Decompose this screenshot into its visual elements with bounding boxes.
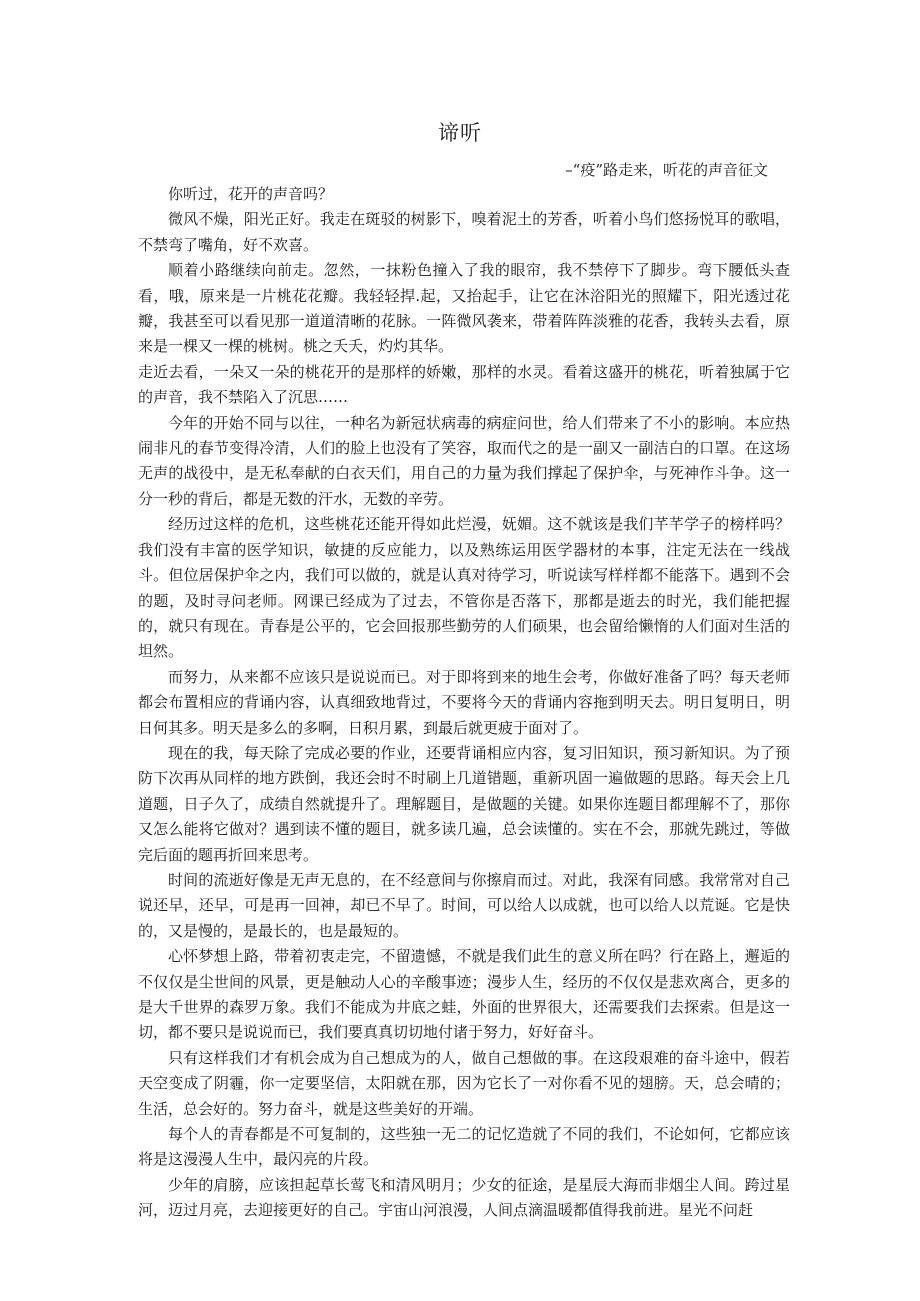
paragraph: 今年的开始不同与以往，一种名为新冠状病毒的病症问世，给人们带来了不小的影响。本应热闹非凡的春节变得冷清，人们的脸上也没有了笑容，取而代之的是一副又一副洁白的口罩。在这场无声的战役中，是无私奉献的白衣天们，用自己的力量为我们撑起了保护伞，与死神作斗争。这一分一秒的背后，都是无数的汗水，无数的辛劳。 <box>138 413 790 508</box>
document-subtitle: –“疫”路走来，听花的声音征文 <box>565 161 768 179</box>
paragraph: 心怀梦想上路，带着初衷走完，不留遗憾，不就是我们此生的意义所在吗？行在路上，邂逅的不仅仅是尘世间的风景，更是触动人心的辛酸事迹；漫步人生，经历的不仅仅是悲欢离合，更多的是大千世界的森罗万象。我们不能成为井底之蛙，外面的世界很大，还需要我们去探索。但是这一切，都不要只是说说而已，我们要真真切切地付诸于努力，好好奋斗。 <box>138 947 790 1042</box>
paragraph: 走近去看，一朵又一朵的桃花开的是那样的娇嫩，那样的水灵。看着这盛开的桃花，听着独属于它的声音，我不禁陷入了沉思…… <box>138 362 790 407</box>
document-body <box>138 182 790 1224</box>
paragraph: 每个人的青春都是不可复制的，这些独一无二的记忆造就了不同的我们，不论如何，它都应该将是这漫漫人生中，最闪亮的片段。 <box>138 1125 790 1169</box>
paragraph: 经历过这样的危机，这些桃花还能开得如此烂漫，妩媚。这不就该是我们芊芊学子的榜样吗？我们没有丰富的医学知识，敏捷的反应能力，以及熟练运用医学器材的本事，注定无法在一线战斗。但位居保护伞之内，我们可以做的，就是认真对待学习，听说读写样样都不能落下。遇到不会的题，及时寻问老师。网课已经成为了过去，不管你是否落下，那都是逝去的时光，我们能把握的，就只有现在。青春是公平的，它会回报那些勤劳的人们硕果，也会留给懒惰的人们面对生活的坦然。 <box>138 515 790 661</box>
paragraph: 时间的流逝好像是无声无息的，在不经意间与你擦肩而过。对此，我深有同感。我常常对自己说还早，还早，可是再一回神，却已不早了。时间，可以给人以成就，也可以给人以荒诞。它是快的，又是慢的，是最长的，也是最短的。 <box>138 870 790 940</box>
paragraph: 少年的肩膀，应该担起草长莺飞和清风明月；少女的征途，是星辰大海而非烟尘人间。跨过星河，迈过月亮，去迎接更好的自己。宇宙山河浪漫，人间点滴温暖都值得我前进。星光不问赶 <box>138 1175 790 1220</box>
paragraph: 只有这样我们才有机会成为自己想成为的人，做自己想做的事。在这段艰难的奋斗途中，假若天空变成了阴霾，你一定要坚信，太阳就在那，因为它长了一对你看不见的翅膀。天，总会晴的；生活，总会好的。努力奋斗，就是这些美好的开端。 <box>138 1048 790 1118</box>
document-title: 谛听 <box>438 121 482 145</box>
paragraph: 你听过，花开的声音吗？ <box>168 185 334 203</box>
paragraph: 而努力，从来都不应该只是说说而已。对于即将到来的地生会考，你做好准备了吗？每天老师都会布置相应的背诵内容，认真细致地背过，不要将今天的背诵内容拖到明天去。明日复明日，明日何其多。明天是多么的多啊，日积月累，到最后就更疲于面对了。 <box>138 667 790 737</box>
paragraph: 微风不燥，阳光正好。我走在斑驳的树影下，嗅着泥土的芳香，听着小鸟们悠扬悦耳的歌唱，不禁弯了嘴角，好不欢喜。 <box>138 210 790 254</box>
paragraph: 顺着小路继续向前走。忽然，一抹粉色撞入了我的眼帘，我不禁停下了脚步。弯下腰低头查看，哦，原来是一片桃花花瓣。我轻轻捍.起，又抬起手，让它在沐浴阳光的照耀下，阳光透过花瓣，我甚至可以看见那一道道清晰的花脉。一阵微风袭来，带着阵阵淡雅的花香，我转头去看，原来是一棵又一棵的桃树。桃之夭夭，灼灼其华。 <box>138 261 790 356</box>
paragraph: 现在的我，每天除了完成必要的作业，还要背诵相应内容，复习旧知识，预习新知识。为了预防下次再从同样的地方跌倒，我还会时不时刷上几道错题，重新巩固一遍做题的思路。每天会上几道题，日子久了，成绩自然就提升了。理解题目，是做题的关键。如果你连题目都理解不了，那你又怎么能将它做对？遇到读不懂的题目，就多读几遍，总会读懂的。实在不会，那就先跳过，等做完后面的题再折回来思考。 <box>138 743 790 864</box>
